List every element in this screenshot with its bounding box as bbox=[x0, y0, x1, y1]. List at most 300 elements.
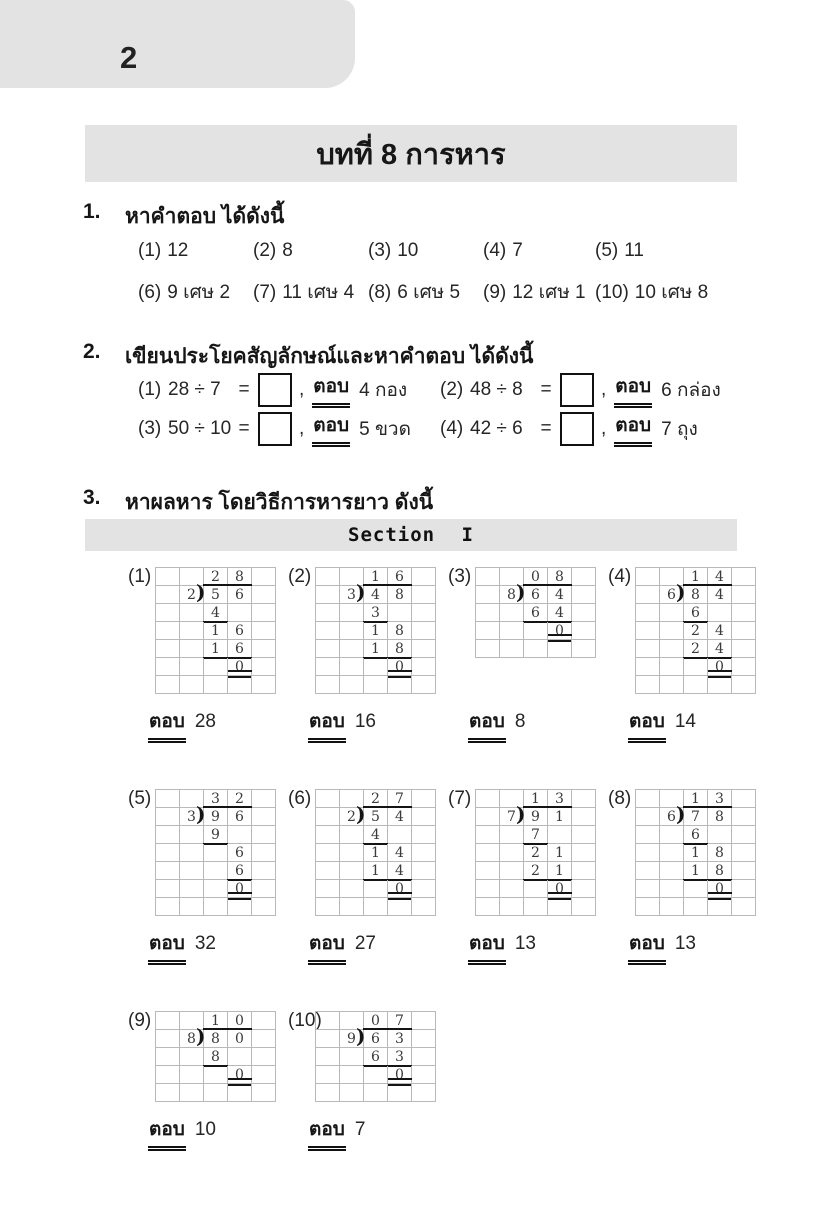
grid-cell bbox=[156, 1048, 180, 1066]
grid-cell bbox=[204, 676, 228, 694]
grid-cell-digit: 8 bbox=[507, 587, 516, 603]
grid-cell bbox=[500, 898, 524, 916]
division-grid-slot bbox=[475, 567, 608, 694]
section-number: 3. bbox=[83, 486, 101, 509]
grid-cell-digit: 0 bbox=[235, 881, 244, 897]
answer-word-label: ตอบ bbox=[308, 1114, 346, 1151]
grid-cell bbox=[524, 640, 548, 658]
grid-cell bbox=[476, 898, 500, 916]
answer-word-label: ตอบ bbox=[148, 1114, 186, 1151]
grid-cell bbox=[548, 844, 572, 862]
section-2-heading bbox=[83, 340, 533, 373]
grid-cell-digit: 0 bbox=[395, 659, 404, 675]
grid-cell-digit: 7 bbox=[531, 827, 540, 843]
grid-cell bbox=[364, 1084, 388, 1102]
grid-cell bbox=[548, 826, 572, 844]
answer-value: 28 bbox=[194, 711, 216, 732]
grid-cell bbox=[204, 898, 228, 916]
grid-cell bbox=[340, 898, 364, 916]
section-2-equations bbox=[138, 371, 721, 447]
grid-cell-digit: 7 bbox=[507, 809, 516, 825]
grid-cell bbox=[500, 640, 524, 658]
grid-cell bbox=[476, 844, 500, 862]
grid-cell bbox=[412, 790, 436, 808]
grid-cell bbox=[340, 676, 364, 694]
problem-answer bbox=[148, 1114, 288, 1151]
grid-cell bbox=[636, 898, 660, 916]
division-grid bbox=[155, 567, 276, 694]
grid-cell-digit: 2 bbox=[371, 791, 380, 807]
grid-cell bbox=[364, 880, 388, 898]
grid-cell bbox=[572, 790, 596, 808]
grid-cell bbox=[412, 844, 436, 862]
grid-cell bbox=[412, 1012, 436, 1030]
grid-cell bbox=[388, 1066, 412, 1084]
grid-cell bbox=[156, 658, 180, 676]
grid-cell-digit: 4 bbox=[371, 827, 380, 843]
problem-label: (9) bbox=[128, 1010, 152, 1031]
grid-cell bbox=[228, 1030, 252, 1048]
answer-item bbox=[253, 277, 368, 307]
grid-cell bbox=[316, 1048, 340, 1066]
problem-answer bbox=[308, 1114, 448, 1151]
grid-cell bbox=[356, 802, 388, 826]
equals-sign: = bbox=[238, 378, 250, 400]
answer-word-label: ตอบ bbox=[148, 706, 186, 743]
grid-cell bbox=[252, 1048, 276, 1066]
grid-cell-digit: 3 bbox=[395, 1031, 404, 1047]
grid-cell bbox=[708, 622, 732, 640]
problem bbox=[288, 1007, 448, 1151]
equation-row bbox=[138, 410, 440, 447]
grid-cell bbox=[340, 1048, 364, 1066]
problem-label: (10) bbox=[288, 1010, 322, 1031]
problem-answer bbox=[308, 928, 448, 965]
answer-item-value: 7 bbox=[512, 240, 523, 261]
problem-row bbox=[128, 1007, 768, 1151]
grid-cell bbox=[204, 1048, 228, 1066]
problem-label: (4) bbox=[608, 566, 632, 587]
grid-cell bbox=[412, 676, 436, 694]
grid-cell-digit: 6 bbox=[371, 1049, 380, 1065]
grid-cell-digit: 6 bbox=[235, 845, 244, 861]
grid-cell-digit: 4 bbox=[395, 809, 404, 825]
division-grid bbox=[635, 789, 756, 916]
grid-cell bbox=[156, 604, 180, 622]
grid-cell bbox=[572, 604, 596, 622]
grid-cell bbox=[228, 844, 252, 862]
division-grid-slot bbox=[155, 789, 288, 916]
grid-cell-digit: 1 bbox=[371, 623, 380, 639]
grid-cell bbox=[252, 1012, 276, 1030]
answer-box bbox=[560, 373, 594, 407]
equation-expression: 28 ÷ 7 bbox=[168, 378, 221, 400]
division-grid bbox=[475, 789, 596, 916]
grid-cell bbox=[636, 586, 660, 604]
grid-cell bbox=[316, 790, 340, 808]
grid-cell bbox=[228, 640, 252, 658]
grid-cell bbox=[180, 898, 204, 916]
answer-word-label: ตอบ bbox=[308, 928, 346, 965]
comma: , bbox=[601, 417, 607, 439]
grid-cell bbox=[412, 808, 436, 826]
section-heading-text: หาผลหาร โดยวิธีการหารยาว ดังนี้ bbox=[125, 491, 434, 514]
grid-cell bbox=[500, 604, 524, 622]
grid-cell-digit: 0 bbox=[395, 881, 404, 897]
grid-cell bbox=[548, 880, 572, 898]
grid-cell bbox=[364, 604, 388, 622]
grid-cell bbox=[684, 898, 708, 916]
grid-cell bbox=[636, 568, 660, 586]
grid-cell bbox=[364, 658, 388, 676]
grid-cell-digit: 8 bbox=[691, 587, 700, 603]
grid-cell bbox=[252, 1030, 276, 1048]
grid-cell bbox=[732, 790, 756, 808]
grid-cell bbox=[252, 880, 276, 898]
grid-cell-digit: 1 bbox=[371, 569, 380, 585]
answer-item bbox=[253, 240, 368, 262]
grid-cell bbox=[156, 844, 180, 862]
problem-label: (2) bbox=[288, 566, 312, 587]
grid-cell bbox=[732, 676, 756, 694]
grid-cell bbox=[660, 880, 684, 898]
grid-cell bbox=[708, 586, 732, 604]
grid-cell-digit: 3 bbox=[395, 1049, 404, 1065]
grid-cell-digit: 0 bbox=[235, 659, 244, 675]
grid-cell bbox=[316, 880, 340, 898]
answer-word-label: ตอบ bbox=[468, 928, 506, 965]
grid-cell bbox=[388, 862, 412, 880]
grid-cell-digit: 9 bbox=[531, 809, 540, 825]
problem bbox=[448, 563, 608, 743]
grid-cell-digit: 1 bbox=[211, 1013, 220, 1029]
grid-cell bbox=[708, 826, 732, 844]
grid-cell-digit: 8 bbox=[211, 1031, 220, 1047]
answer-item-label: (7) bbox=[253, 282, 277, 303]
answer-item-label: (6) bbox=[138, 282, 162, 303]
problem-answer bbox=[628, 928, 768, 965]
grid-cell bbox=[156, 676, 180, 694]
grid-cell bbox=[228, 622, 252, 640]
grid-cell-digit: 8 bbox=[395, 641, 404, 657]
grid-cell bbox=[228, 1066, 252, 1084]
grid-cell-digit: 4 bbox=[555, 605, 564, 621]
grid-cell-digit: 3 bbox=[211, 791, 220, 807]
answer-item-value: 11 เศษ 4 bbox=[282, 282, 355, 303]
grid-cell bbox=[732, 808, 756, 826]
grid-cell-digit: 9 bbox=[211, 827, 220, 843]
grid-cell bbox=[524, 844, 548, 862]
grid-cell bbox=[660, 826, 684, 844]
grid-cell bbox=[412, 586, 436, 604]
grid-cell-digit: 9 bbox=[347, 1031, 356, 1047]
answer-item bbox=[138, 277, 253, 307]
equation-row bbox=[440, 410, 721, 447]
grid-cell bbox=[572, 826, 596, 844]
grid-cell bbox=[572, 586, 596, 604]
grid-cell bbox=[708, 844, 732, 862]
grid-cell bbox=[340, 604, 364, 622]
grid-cell-digit: 1 bbox=[691, 569, 700, 585]
grid-cell bbox=[340, 1084, 364, 1102]
grid-cell-digit: 0 bbox=[555, 881, 564, 897]
grid-cell bbox=[180, 1048, 204, 1066]
grid-cell-digit: 6 bbox=[667, 809, 676, 825]
problem-label: (3) bbox=[448, 566, 472, 587]
grid-cell bbox=[204, 658, 228, 676]
grid-cell bbox=[156, 790, 180, 808]
grid-cell-digit: 6 bbox=[235, 641, 244, 657]
grid-cell bbox=[476, 568, 500, 586]
grid-cell bbox=[684, 862, 708, 880]
section-number: 1. bbox=[83, 200, 101, 223]
grid-cell-digit: 8 bbox=[211, 1049, 220, 1065]
grid-cell bbox=[732, 826, 756, 844]
grid-cell bbox=[316, 676, 340, 694]
grid-cell-digit: 8 bbox=[395, 587, 404, 603]
grid-cell bbox=[340, 826, 364, 844]
section-band bbox=[85, 519, 737, 551]
grid-cell bbox=[676, 580, 708, 604]
answer-item-label: (8) bbox=[368, 282, 392, 303]
grid-cell bbox=[180, 640, 204, 658]
grid-cell bbox=[732, 604, 756, 622]
grid-cell bbox=[228, 880, 252, 898]
division-bracket-icon: ) bbox=[196, 802, 206, 826]
grid-cell bbox=[660, 604, 684, 622]
grid-cell-digit: 2 bbox=[347, 809, 356, 825]
answer-value: 13 bbox=[674, 933, 696, 954]
grid-cell bbox=[660, 658, 684, 676]
grid-cell bbox=[316, 568, 340, 586]
comma: , bbox=[299, 378, 305, 400]
grid-cell bbox=[252, 676, 276, 694]
problem-row bbox=[128, 563, 768, 743]
answer-item-label: (3) bbox=[368, 240, 392, 261]
answer-item bbox=[595, 240, 708, 262]
section-heading-text: เขียนประโยคสัญลักษณ์และหาคำตอบ ได้ดังนี้ bbox=[125, 345, 534, 368]
grid-cell bbox=[316, 1030, 340, 1048]
grid-cell-digit: 0 bbox=[235, 1031, 244, 1047]
problem bbox=[128, 1007, 288, 1151]
problem-answer bbox=[148, 928, 288, 965]
equation-answer-value: 4 กอง bbox=[359, 379, 408, 401]
grid-cell bbox=[364, 898, 388, 916]
grid-cell bbox=[316, 1084, 340, 1102]
grid-cell bbox=[156, 862, 180, 880]
answer-value: 32 bbox=[194, 933, 216, 954]
grid-cell bbox=[732, 898, 756, 916]
answer-value: 13 bbox=[514, 933, 536, 954]
grid-cell bbox=[524, 880, 548, 898]
grid-cell bbox=[732, 568, 756, 586]
grid-cell bbox=[388, 622, 412, 640]
grid-cell bbox=[204, 844, 228, 862]
grid-cell bbox=[356, 1024, 388, 1048]
section-3-heading bbox=[83, 486, 433, 519]
grid-cell bbox=[180, 604, 204, 622]
division-bracket-icon: ) bbox=[356, 802, 366, 826]
answer-item-value: 9 เศษ 2 bbox=[167, 282, 231, 303]
grid-cell-digit: 0 bbox=[715, 659, 724, 675]
grid-cell bbox=[412, 658, 436, 676]
problem-label: (5) bbox=[128, 788, 152, 809]
division-bracket-icon: ) bbox=[676, 802, 686, 826]
problem bbox=[608, 563, 768, 743]
answer-word-label: ตอบ bbox=[628, 706, 666, 743]
grid-cell bbox=[364, 862, 388, 880]
grid-cell bbox=[316, 826, 340, 844]
grid-cell bbox=[524, 622, 548, 640]
grid-cell bbox=[156, 1084, 180, 1102]
grid-cell bbox=[412, 862, 436, 880]
division-grid bbox=[315, 1011, 436, 1102]
grid-cell bbox=[548, 622, 572, 640]
grid-cell bbox=[356, 580, 388, 604]
problem-answer bbox=[148, 706, 288, 743]
grid-cell-digit: 1 bbox=[691, 791, 700, 807]
grid-cell bbox=[412, 568, 436, 586]
grid-cell-digit: 4 bbox=[715, 623, 724, 639]
answer-word-label: ตอบ bbox=[312, 371, 350, 408]
grid-cell bbox=[476, 622, 500, 640]
grid-cell bbox=[180, 862, 204, 880]
problem-label: (8) bbox=[608, 788, 632, 809]
grid-cell bbox=[412, 898, 436, 916]
grid-cell bbox=[412, 622, 436, 640]
answer-item-value: 12 เศษ 1 bbox=[512, 282, 586, 303]
grid-cell-digit: 8 bbox=[715, 845, 724, 861]
grid-cell-digit: 6 bbox=[531, 587, 540, 603]
answer-item bbox=[368, 240, 483, 262]
answer-item-value: 10 bbox=[397, 240, 419, 261]
answer-word-label: ตอบ bbox=[312, 410, 350, 447]
grid-cell bbox=[476, 604, 500, 622]
grid-cell bbox=[204, 640, 228, 658]
problem-answer bbox=[628, 706, 768, 743]
answer-value: 8 bbox=[514, 711, 526, 732]
grid-cell-digit: 6 bbox=[235, 623, 244, 639]
division-bracket-icon: ) bbox=[356, 1024, 366, 1048]
grid-cell bbox=[708, 808, 732, 826]
grid-cell bbox=[388, 826, 412, 844]
grid-cell-digit: 8 bbox=[187, 1031, 196, 1047]
answer-box bbox=[258, 412, 292, 446]
equation-answer-value: 5 ขวด bbox=[359, 418, 411, 440]
grid-cell bbox=[708, 640, 732, 658]
grid-cell bbox=[316, 586, 340, 604]
grid-cell-digit: 6 bbox=[235, 809, 244, 825]
answer-item bbox=[483, 240, 595, 262]
answer-value: 10 bbox=[194, 1119, 216, 1140]
grid-cell-digit: 1 bbox=[691, 863, 700, 879]
division-grid-slot bbox=[315, 1011, 448, 1102]
grid-cell bbox=[500, 826, 524, 844]
grid-cell bbox=[204, 622, 228, 640]
grid-cell bbox=[660, 844, 684, 862]
grid-cell-digit: 2 bbox=[235, 791, 244, 807]
grid-cell bbox=[636, 658, 660, 676]
grid-cell bbox=[548, 862, 572, 880]
grid-cell bbox=[708, 676, 732, 694]
division-grid-slot bbox=[315, 789, 448, 916]
grid-cell bbox=[252, 790, 276, 808]
problem bbox=[288, 785, 448, 965]
grid-cell bbox=[388, 1084, 412, 1102]
grid-cell bbox=[572, 808, 596, 826]
grid-cell bbox=[500, 622, 524, 640]
grid-cell bbox=[516, 802, 548, 826]
grid-cell-digit: 4 bbox=[715, 569, 724, 585]
equation-label: (4) bbox=[440, 417, 464, 439]
grid-cell bbox=[660, 640, 684, 658]
answer-box bbox=[258, 373, 292, 407]
division-grid-slot bbox=[475, 789, 608, 916]
grid-cell bbox=[660, 676, 684, 694]
grid-cell bbox=[572, 862, 596, 880]
grid-cell bbox=[708, 604, 732, 622]
problem-label: (6) bbox=[288, 788, 312, 809]
grid-cell bbox=[708, 880, 732, 898]
grid-cell bbox=[388, 808, 412, 826]
grid-cell bbox=[684, 658, 708, 676]
grid-cell bbox=[156, 622, 180, 640]
grid-cell bbox=[708, 658, 732, 676]
equation-row bbox=[440, 371, 721, 408]
grid-cell-digit: 6 bbox=[531, 605, 540, 621]
grid-cell-digit: 7 bbox=[395, 1013, 404, 1029]
grid-cell bbox=[316, 1012, 340, 1030]
grid-cell bbox=[156, 880, 180, 898]
grid-cell bbox=[476, 862, 500, 880]
grid-cell bbox=[364, 622, 388, 640]
grid-cell-digit: 6 bbox=[371, 1031, 380, 1047]
grid-cell bbox=[660, 898, 684, 916]
section-heading-text: หาคำตอบ ได้ดังนี้ bbox=[125, 205, 285, 228]
grid-cell-digit: 2 bbox=[531, 845, 540, 861]
grid-cell-digit: 0 bbox=[235, 1067, 244, 1083]
grid-cell bbox=[156, 1066, 180, 1084]
grid-cell-digit: 6 bbox=[691, 605, 700, 621]
problem bbox=[128, 563, 288, 743]
answer-value: 16 bbox=[354, 711, 376, 732]
grid-cell-digit: 8 bbox=[555, 569, 564, 585]
page-number: 2 bbox=[120, 40, 138, 75]
grid-cell bbox=[412, 640, 436, 658]
grid-cell bbox=[476, 808, 500, 826]
grid-cell bbox=[412, 1066, 436, 1084]
grid-cell-digit: 8 bbox=[715, 863, 724, 879]
grid-cell bbox=[316, 898, 340, 916]
grid-cell-digit: 7 bbox=[691, 809, 700, 825]
grid-cell bbox=[572, 844, 596, 862]
grid-cell bbox=[228, 1048, 252, 1066]
grid-cell-digit: 2 bbox=[691, 641, 700, 657]
answer-item-value: 12 bbox=[167, 240, 189, 261]
answer-item-label: (5) bbox=[595, 240, 619, 261]
answer-item-value: 8 bbox=[282, 240, 293, 261]
grid-cell bbox=[228, 1084, 252, 1102]
grid-cell bbox=[572, 622, 596, 640]
grid-cell bbox=[316, 1066, 340, 1084]
grid-cell bbox=[636, 790, 660, 808]
grid-cell-digit: 1 bbox=[371, 863, 380, 879]
grid-cell bbox=[636, 862, 660, 880]
grid-cell bbox=[684, 880, 708, 898]
division-grid-slot bbox=[315, 567, 448, 694]
grid-cell bbox=[252, 826, 276, 844]
grid-cell-digit: 6 bbox=[235, 863, 244, 879]
